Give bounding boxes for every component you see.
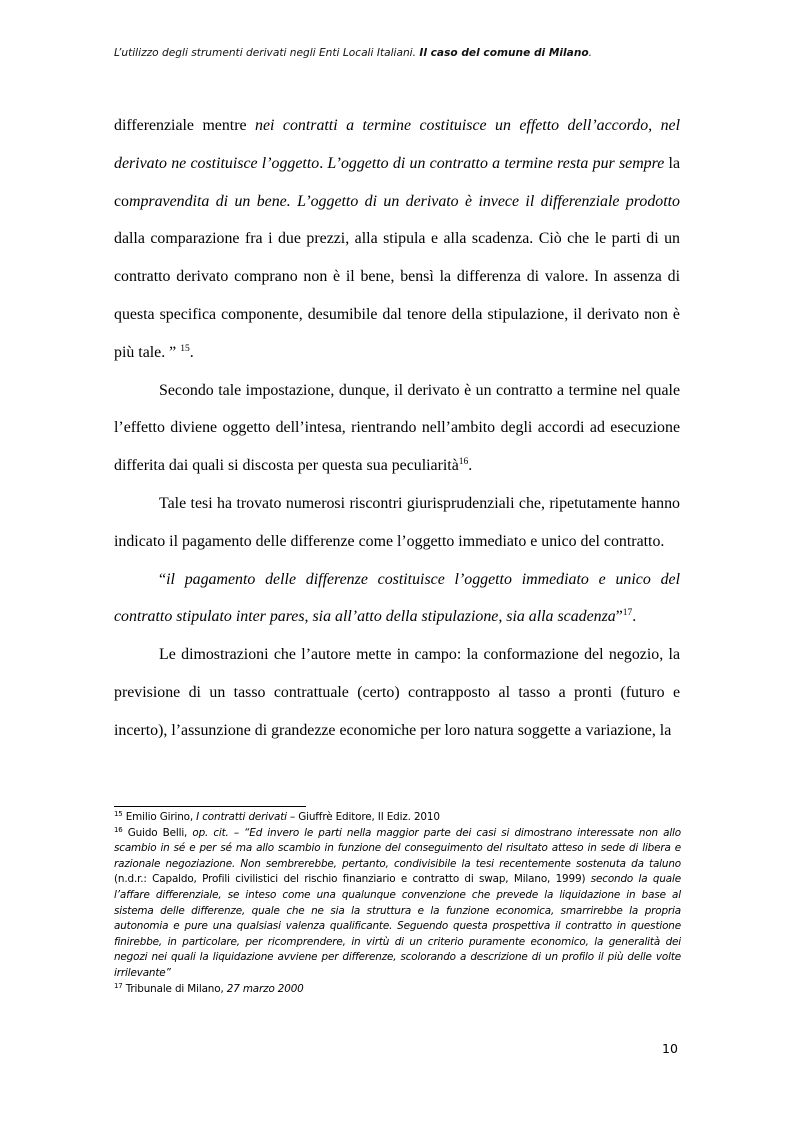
footnotes xyxy=(114,810,681,997)
footnote-ref-16[interactable]: 16 xyxy=(458,457,469,468)
paragraph-5: Le dimostrazioni che l’autore mette in campo: la conformazione del negozio, la previsione di un tasso contrattuale (certo) contrapposto al tasso a pronti (futuro e incerto), l’assunzione di grandezze economiche per loro natura soggette a variazione, la xyxy=(114,646,680,739)
paragraph-4-quote: “il pagamento delle differenze costituisce l’oggetto immediato e unico del contratto stipulato inter pares, sia all’atto della stipulazione, sia alla scadenza”$^{17}$. xyxy=(114,570,680,626)
header-title: L’utilizzo degli strumenti derivati negli Enti Locali Italiani. xyxy=(114,47,416,59)
paragraph-2: Secondo tale impostazione, dunque, il derivato è un contratto a termine nel quale l’effetto diviene oggetto dell’intesa, rientrando nell’ambito degli accordi ad esecuzione differita dai quali si discosta per questa sua peculiarità$^{16}$. xyxy=(114,381,680,475)
paragraph-1: differenziale mentre nei contratti a termine costituisce un effetto dell’accordo, nel derivato ne costituisce l’oggetto. L’oggetto di un contratto a termine resta pur sempre la compravendita di un bene. L’oggetto di un derivato è invece il differenziale prodotto dalla comparazione fra i due prezzi, alla stipula e alla scadenza. Ciò che le parti di un contratto derivato comprano non è il bene, bensì la differenza di valore. In assenza di questa specifica componente, desumibile dal tenore della stipulazione, il derivato non è più tale. ” $^{15}$. xyxy=(114,117,680,361)
paragraph-3: Tale tesi ha trovato numerosi riscontri giurisprudenziali che, ripetutamente hanno indicato il pagamento delle differenze come l’oggetto immediato e unico del contratto. xyxy=(114,494,680,550)
footnote-separator xyxy=(114,806,306,807)
footnote-17: $^{17}$ Tribunale di Milano, 27 marzo 2000 xyxy=(114,981,304,995)
header-title-bold: Il caso del comune di Milano xyxy=(419,47,589,59)
footnote-ref-15[interactable]: 15 xyxy=(180,343,190,354)
footnote-ref-17[interactable]: 17 xyxy=(622,608,633,619)
running-header: L’utilizzo degli strumenti derivati negli Enti Locali Italiani. Il caso del comune di Milano. xyxy=(114,47,593,59)
page-number: 10 xyxy=(662,1041,678,1056)
body-text xyxy=(114,107,680,750)
footnote-15: $^{15}$ Emilio Girino, I contratti derivati – Giuffrè Editore, II Ediz. 2010 xyxy=(114,810,440,823)
footnote-16: $^{16}$ Guido Belli, op. cit. – “Ed invero le parti nella maggior parte dei casi si dimostrano interessate non allo scambio in sé e per sé ma allo scambio in funzione del conseguimento del risultato atteso in sede di libera e razionale negoziazione. Non sembrerebbe, pertanto, condivisibile la tesi recentemente sostenuta da taluno (n.d.r.: Capaldo, Profili civilistici del rischio finanziario e contratto di swap, Milano, 1999) secondo la quale l’affare differenziale, se inteso come una qualunque convenzione che prevede la liquidazione in base al sistema delle differenze, quale che ne sia la struttura e la funzione economica, smarrirebbe la propria autonomia e pure una qualsiasi valenza qualificante. Seguendo questa prospettiva il contratto in questione finirebbe, in particolare, per ricomprendere, in virtù di un criterio puramente economico, la generalità dei negozi nei quali la liquidazione avviene per differenze, scolorando a descrizione di un profilo il più delle volte irrilevante” xyxy=(114,825,682,979)
